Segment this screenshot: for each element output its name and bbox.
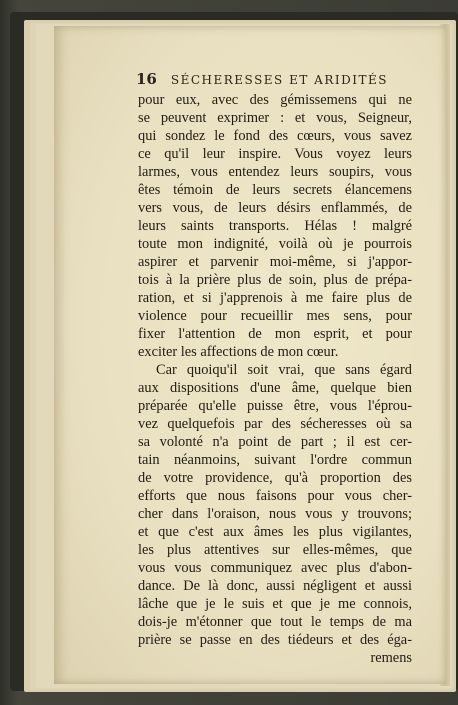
text-line: vers vous, de leurs désirs enflammés, de bbox=[138, 200, 412, 216]
text-line: et que c'est aux âmes les plus vigilantes, bbox=[138, 524, 412, 540]
text-line: êtes témoin de leurs secrets élancemens bbox=[138, 182, 412, 198]
running-header bbox=[136, 70, 416, 88]
text-line: efforts que nous faisons pour vous cher- bbox=[138, 488, 412, 504]
text-line: lâche que je le suis et que je me connois, bbox=[138, 596, 412, 612]
text-line: de votre providence, qu'à proportion des bbox=[138, 470, 412, 486]
text-line: dance. De là donc, aussi négligent et aussi bbox=[138, 578, 412, 594]
text-line: qui sondez le fond des cœurs, vous savez bbox=[138, 128, 412, 144]
catchword: remens bbox=[370, 650, 412, 666]
body-text bbox=[138, 91, 412, 667]
text-line: les plus attentives sur elles-mêmes, que bbox=[138, 542, 412, 558]
text-line: prière se passe en des tiédeurs et des éga- bbox=[138, 632, 412, 648]
text-line: se peuvent exprimer : et vous, Seigneur, bbox=[138, 110, 412, 126]
text-line: vous vous communiquez avec plus d'abon- bbox=[138, 560, 412, 576]
text-line: préparée qu'elle puisse être, vous l'éprou- bbox=[138, 398, 412, 414]
text-line: pour eux, avec des gémissemens qui ne bbox=[138, 92, 412, 108]
text-line: dois-je m'étonner que tout le temps de ma bbox=[138, 614, 412, 630]
text-line: aspirer et parvenir moi-même, si j'appor- bbox=[138, 254, 412, 270]
page-number: 16 bbox=[136, 70, 157, 88]
text-line: ce qu'il leur inspire. Vous voyez leurs bbox=[138, 146, 412, 162]
text-line: cher dans l'oraison, nous vous y trouvons; bbox=[138, 506, 412, 522]
text-line: ration, et si j'apprenois à me faire plus de bbox=[138, 290, 412, 306]
text-line: tois à la prière plus de soin, plus de prépa- bbox=[138, 272, 412, 288]
running-title: SÉCHERESSES ET ARIDITÉS bbox=[170, 73, 388, 87]
text-line: aux dispositions d'une âme, quelque bien bbox=[138, 380, 412, 396]
text-line: violence pour recueillir mes sens, pour bbox=[138, 308, 412, 324]
text-line: sa volonté n'a point de part ; il est cer- bbox=[138, 434, 412, 450]
text-line: tain néanmoins, suivant l'ordre commun bbox=[138, 452, 412, 468]
text-line: fixer l'attention de mon esprit, et pour bbox=[138, 326, 412, 342]
text-line: larmes, vous entendez leurs soupirs, vous bbox=[138, 164, 412, 180]
text-line: toute mon indignité, voilà où je pourrois bbox=[138, 236, 412, 252]
text-line: leurs saints transports. Hélas ! malgré bbox=[138, 218, 412, 234]
text-line: exciter les affections de mon cœur. bbox=[138, 344, 339, 360]
text-line: vez quelquefois par des sécheresses où sa bbox=[138, 416, 412, 432]
text-line: Car quoiqu'il soit vrai, que sans égard bbox=[156, 362, 412, 378]
